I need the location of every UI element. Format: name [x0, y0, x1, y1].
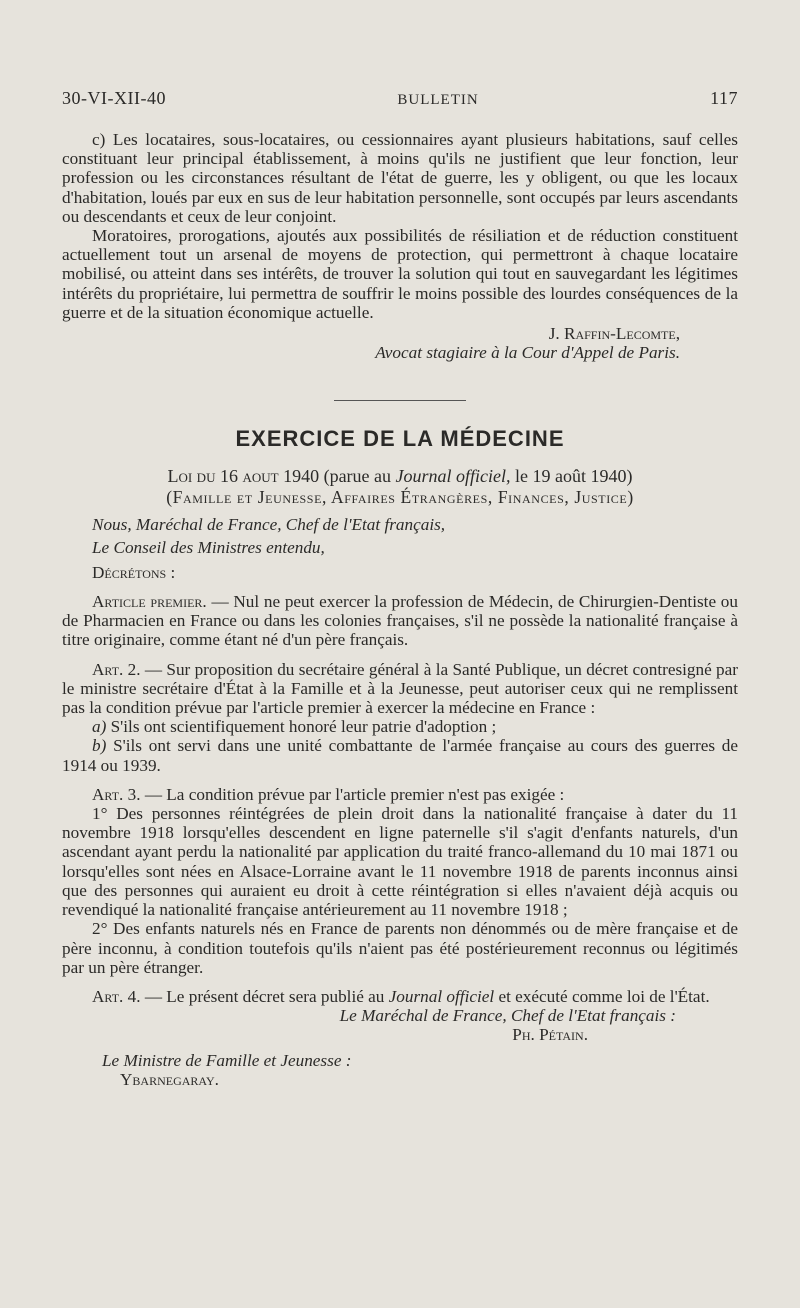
- page-number: 117: [710, 88, 738, 108]
- preamble-marshal: Nous, Maréchal de France, Chef de l'Etat français,: [92, 514, 446, 534]
- paragraph-c: c) Les locataires, sous-locataires, ou cessionnaires ayant plusieurs habitations, sauf celles constituant leur principal établissement, à moins qu'ils ne justifient que leur fonction, leur profession ou les circonstances résultant de l'état de guerre, les y obligent, ou que les locaux d'habitation, loués par eux en sus de leur habitation personnelle, sont occupés par leurs ascendants ou descendants et ceux de leur conjoint.: [62, 130, 738, 226]
- minister-line: Le Ministre de Famille et Jeunesse :: [102, 1050, 352, 1070]
- article-2-b-text: S'ils ont servi dans une unité combattante de l'armée française au cours des guerres de 1914 ou 1939.: [62, 736, 738, 775]
- section-divider: [334, 400, 466, 401]
- author-signature: J. Raffin-Lecomte,: [548, 324, 680, 344]
- article-1-label: Article premier.: [92, 592, 207, 612]
- article-2-a-mark: a): [92, 717, 107, 737]
- article-1: [62, 592, 738, 650]
- decretons: Décrétons :: [92, 562, 176, 582]
- article-3-item-1: 1° Des personnes réintégrées de plein droit dans la nationalité française à dater du 11 novembre 1918 lorsqu'elles descendent en ligne paternelle s'il s'agit d'enfants naturels, d'un ascendant ayant perdu la nationalité par application du traité franco-allemand du 10 mai 1871 ou lorsqu'elles sont nées en Alsace-Lorraine avant le 11 novembre 1918 de parents inconnus ainsi que des personnes qui auraient eu droit à cette réintégration si elles n'avaient déjà acquis ou revendiqué la nationalité française antérieurement au 11 novembre 1918 ;: [62, 804, 738, 920]
- article-3: [62, 785, 738, 804]
- article-2-text: — Sur proposition du secrétaire général à la Santé Publique, un décret contresigné par le ministre secrétaire d'État à la Famille et à la Jeunesse, peut autoriser ceux qui ne remplissent pas la condition prévue par l'article premier à exercer la médecine en France :: [62, 659, 738, 718]
- author-title: Avocat stagiaire à la Cour d'Appel de Paris.: [375, 343, 680, 363]
- issue-number: 30-VI-XII-40: [62, 88, 166, 108]
- law-publication-date: le 19 août 1940): [510, 465, 633, 486]
- law-publication-prefix: (parue au: [319, 465, 396, 486]
- journal-officiel: Journal officiel,: [395, 465, 511, 486]
- article-2-b-mark: b): [92, 736, 107, 756]
- article-2: [62, 660, 738, 718]
- paragraph-moratoires: Moratoires, prorogations, ajoutés aux possibilités de résiliation et de réduction constituent actuellement tout un arsenal de moyens de protection, qui permettront à chaque locataire mobilisé, ou atteint dans ses intérêts, de trouver la solution qui tout en sauvegardant les légitimes intérêts du propriétaire, lui permettra de souffrir le moins possible des lourdes conséquences de la guerre et de la situation économique actuelle.: [62, 226, 738, 322]
- article-4-journal: Journal officiel: [388, 986, 495, 1006]
- section-title: EXERCICE DE LA MÉDECINE: [235, 426, 565, 452]
- article-4-text-b: et exécuté comme loi de l'État.: [494, 986, 710, 1006]
- preamble-council: Le Conseil des Ministres entendu,: [92, 537, 325, 557]
- article-2-a-text: S'ils ont scientifiquement honoré leur patrie d'adoption ;: [106, 717, 497, 737]
- page-body: [62, 130, 738, 1089]
- ministries-line: (Famille et Jeunesse, Affaires Étrangères, Finances, Justice): [166, 486, 634, 507]
- article-2-label: Art. 2.: [92, 659, 141, 679]
- law-name: Loi du 16 aout 1940: [167, 465, 320, 486]
- article-2-a: [62, 717, 738, 736]
- bulletin-title: BULLETIN: [397, 92, 479, 108]
- article-3-label: Art. 3.: [92, 784, 141, 804]
- article-1-text: — Nul ne peut exercer la profession de Médecin, de Chirurgien-Dentiste ou de Pharmacien en France ou dans les colonies françaises, s'il ne possède la nationalité française à titre originaire, comme étant né d'un père français.: [62, 592, 738, 650]
- head-of-state-name: Ph. Pétain.: [512, 1025, 588, 1045]
- article-3-text: — La condition prévue par l'article premier n'est pas exigée :: [140, 784, 565, 804]
- article-2-b: [62, 736, 738, 774]
- running-header: [62, 88, 738, 109]
- head-of-state-line: Le Maréchal de France, Chef de l'Etat français :: [339, 1006, 676, 1026]
- minister-name: Ybarnegaray.: [120, 1069, 219, 1089]
- article-4-label: Art. 4.: [92, 986, 141, 1006]
- article-4: [62, 987, 738, 1006]
- article-3-item-2: 2° Des enfants naturels nés en France de parents non dénommés ou de mère française et de père inconnu, à condition toutefois qu'ils n'aient pas été postérieurement reconnus ou légitimés par un père étranger.: [62, 919, 738, 977]
- law-reference: [62, 465, 738, 488]
- article-4-text-a: — Le présent décret sera publié au: [140, 986, 389, 1006]
